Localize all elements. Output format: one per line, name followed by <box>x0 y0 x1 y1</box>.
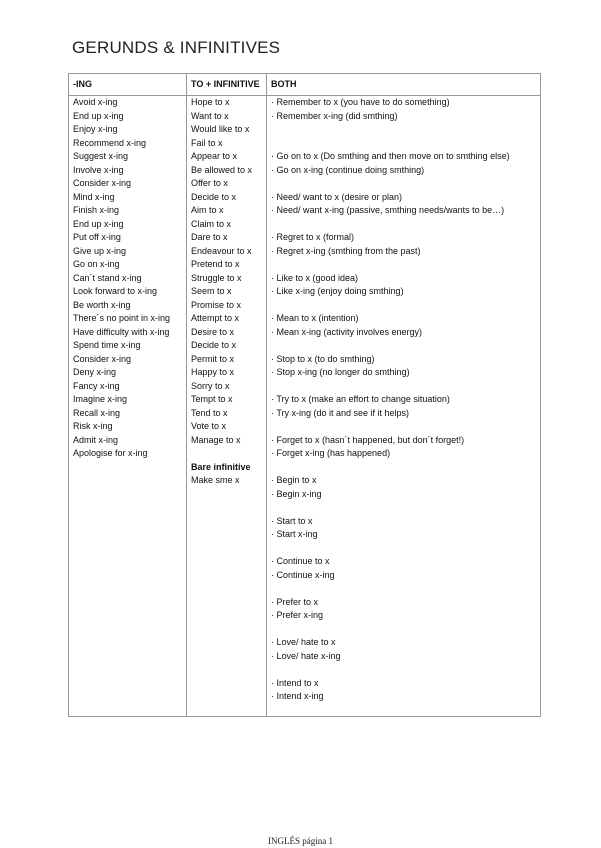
both-item: · Go on x-ing (continue doing smthing) <box>271 164 425 175</box>
column-ing <box>69 74 187 716</box>
bare-infinitive-item: Make sme x <box>191 475 240 485</box>
spacer <box>191 447 266 461</box>
both-item <box>271 542 540 556</box>
ing-item: End up x-ing <box>73 218 124 229</box>
infinitive-item: Desire to x <box>191 326 235 337</box>
ing-item: There´s no point in x-ing <box>73 313 171 323</box>
both-item: · Intend x-ing <box>271 691 324 701</box>
ing-item: Consider x-ing <box>73 178 132 188</box>
ing-item: Involve x-ing <box>73 164 124 175</box>
infinitive-item: Decide to x <box>191 191 237 202</box>
ing-item: Give up x-ing <box>73 245 127 256</box>
infinitive-list <box>191 96 266 488</box>
both-item <box>271 420 540 434</box>
infinitive-item: Attempt to x <box>191 313 240 323</box>
both-item <box>271 461 540 475</box>
both-item <box>271 501 540 515</box>
ing-item: Spend time x-ing <box>73 340 141 350</box>
infinitive-item: Manage to x <box>191 434 241 445</box>
both-item: · Like x-ing (enjoy doing smthing) <box>271 286 404 296</box>
both-item: · Start x-ing <box>271 529 318 539</box>
header-ing: -ING <box>73 79 92 89</box>
infinitive-item: Permit to x <box>191 353 235 364</box>
ing-item: Apologise for x-ing <box>73 448 148 458</box>
header-both: BOTH <box>271 79 297 89</box>
infinitive-item: Endeavour to x <box>191 245 252 256</box>
both-item <box>271 380 540 394</box>
ing-item: Finish x-ing <box>73 205 120 215</box>
both-item: · Start to x <box>271 515 313 526</box>
both-item <box>271 123 540 137</box>
both-item <box>271 663 540 677</box>
ing-item: End up x-ing <box>73 110 124 121</box>
both-item: · Remember to x (you have to do something) <box>271 97 450 107</box>
infinitive-item: Aim to x <box>191 205 224 215</box>
ing-item: Recommend x-ing <box>73 137 147 148</box>
both-item: · Intend to x <box>271 677 319 688</box>
both-item: · Need/ want x-ing (passive, smthing needs/wants to be…) <box>271 205 505 215</box>
both-item: · Regret to x (formal) <box>271 232 355 242</box>
both-item <box>271 299 540 313</box>
both-item: · Mean x-ing (activity involves energy) <box>271 326 423 337</box>
both-item <box>271 582 540 596</box>
ing-item: Put off x-ing <box>73 232 121 242</box>
both-list <box>271 96 540 704</box>
infinitive-item: Tend to x <box>191 407 228 418</box>
infinitive-item: Struggle to x <box>191 272 242 283</box>
page-title: GERUNDS & INFINITIVES <box>72 38 281 57</box>
ing-item: Can´t stand x-ing <box>73 272 142 283</box>
ing-item: Have difficulty with x-ing <box>73 326 170 337</box>
infinitive-item: Hope to x <box>191 97 230 107</box>
infinitive-item: Be allowed to x <box>191 164 253 175</box>
column-infinitive <box>187 74 267 716</box>
both-item: · Remember x-ing (did smthing) <box>271 110 398 121</box>
bare-infinitive-heading: Bare infinitive <box>191 461 251 472</box>
both-item: · Stop x-ing (no longer do smthing) <box>271 367 410 377</box>
header-infinitive: TO + INFINITIVE <box>191 79 260 89</box>
infinitive-item: Seem to x <box>191 286 232 296</box>
both-item: · Begin to x <box>271 475 317 485</box>
infinitive-item: Offer to x <box>191 178 228 188</box>
both-item: · Try x-ing (do it and see if it helps) <box>271 407 410 418</box>
both-item: · Need/ want to x (desire or plan) <box>271 191 403 202</box>
infinitive-item: Happy to x <box>191 367 235 377</box>
both-item <box>271 218 540 232</box>
ing-item: Admit x-ing <box>73 434 119 445</box>
page-footer: INGLÉS página 1 <box>268 836 333 846</box>
gerunds-infinitives-table <box>68 73 541 717</box>
infinitive-item: Claim to x <box>191 218 232 229</box>
infinitive-item: Decide to x <box>191 340 237 350</box>
infinitive-item: Promise to x <box>191 299 242 310</box>
ing-item: Look forward to x-ing <box>73 286 158 296</box>
ing-item: Risk x-ing <box>73 421 113 431</box>
both-item: · Like to x (good idea) <box>271 272 359 283</box>
both-item: · Begin x-ing <box>271 488 322 499</box>
infinitive-item: Want to x <box>191 110 229 121</box>
both-item <box>271 177 540 191</box>
both-item: · Continue to x <box>271 556 330 566</box>
ing-item: Imagine x-ing <box>73 394 128 404</box>
infinitive-item: Sorry to x <box>191 380 230 391</box>
infinitive-item: Appear to x <box>191 151 238 161</box>
ing-item: Consider x-ing <box>73 353 132 364</box>
infinitive-item: Pretend to x <box>191 259 240 269</box>
ing-list <box>73 96 186 461</box>
both-item: · Love/ hate to x <box>271 637 336 647</box>
both-item: · Forget to x (hasn´t happened, but don´t forget!) <box>271 434 465 445</box>
infinitive-item: Tempt to x <box>191 394 233 404</box>
both-item <box>271 339 540 353</box>
infinitive-item: Vote to x <box>191 421 227 431</box>
both-item: · Stop to x (to do smthing) <box>271 353 375 364</box>
both-item: · Go on to x (Do smthing and then move on to smthing else) <box>271 151 510 161</box>
ing-item: Fancy x-ing <box>73 380 120 391</box>
both-item <box>271 137 540 151</box>
both-item: · Forget x-ing (has happened) <box>271 448 391 458</box>
ing-item: Deny x-ing <box>73 367 117 377</box>
both-item: · Continue x-ing <box>271 569 335 580</box>
column-both <box>267 74 540 716</box>
ing-item: Suggest x-ing <box>73 151 129 161</box>
both-item: · Love/ hate x-ing <box>271 650 341 661</box>
infinitive-item: Would like to x <box>191 124 250 134</box>
both-item: · Prefer to x <box>271 596 319 607</box>
infinitive-item: Fail to x <box>191 137 223 148</box>
both-item: · Regret x-ing (smthing from the past) <box>271 245 421 256</box>
both-item <box>271 623 540 637</box>
ing-item: Go on x-ing <box>73 259 120 269</box>
ing-item: Be worth x-ing <box>73 299 131 310</box>
both-item: · Mean to x (intention) <box>271 313 359 323</box>
ing-item: Mind x-ing <box>73 191 115 202</box>
ing-item: Enjoy x-ing <box>73 124 118 134</box>
ing-item: Avoid x-ing <box>73 97 118 107</box>
both-item: · Prefer x-ing <box>271 610 324 620</box>
both-item <box>271 258 540 272</box>
infinitive-item: Dare to x <box>191 232 228 242</box>
ing-item: Recall x-ing <box>73 407 121 418</box>
both-item: · Try to x (make an effort to change situation) <box>271 394 450 404</box>
